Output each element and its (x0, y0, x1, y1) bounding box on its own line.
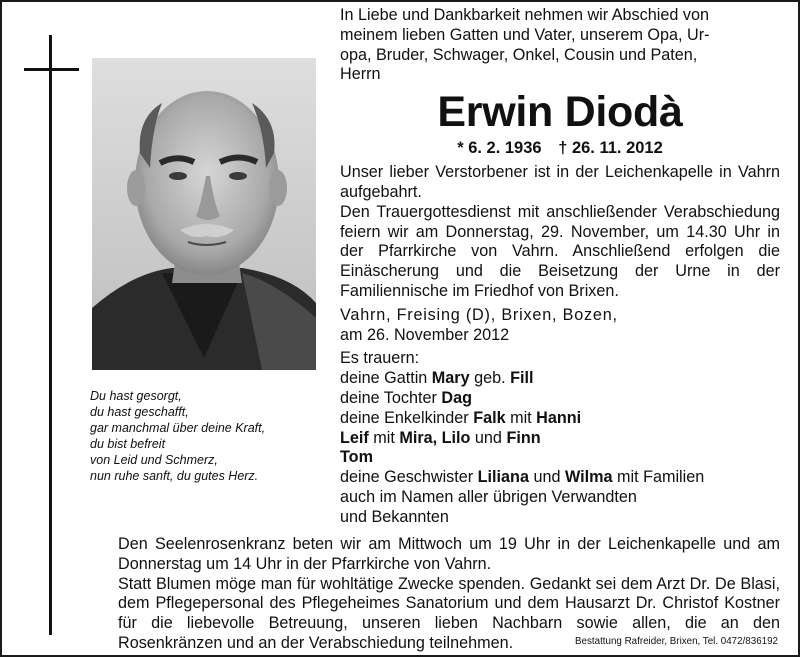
cross-icon-bar (24, 68, 79, 71)
mourner-text: und (528, 468, 565, 487)
mourner-name: Mira, Lilo (399, 428, 471, 447)
mourner-text: deine Enkelkinder (340, 408, 474, 427)
mourner-name: Liliana (477, 468, 529, 487)
mourner-daughter (340, 389, 780, 409)
portrait-photo (92, 58, 316, 370)
mourner-grandchild-family (340, 429, 780, 449)
mourner-name: Leif (340, 428, 369, 447)
mourner-text: und (470, 428, 507, 447)
mourner-text: mit (505, 408, 537, 427)
mourner-others: auch im Namen aller übrigen Verwandten (340, 487, 637, 506)
mourner-siblings (340, 468, 780, 488)
intro-text (340, 6, 780, 85)
mourner-text: deine Geschwister (340, 468, 478, 487)
mourner-wife (340, 369, 780, 389)
poem-line: nun ruhe sanft, du gutes Herz. (90, 469, 259, 483)
life-dates (340, 137, 780, 159)
mourner-name: Finn (506, 428, 541, 447)
poem-line: du bist befreit (90, 437, 166, 451)
viewing-text: Unser lieber Verstorbener ist in der Leichenkapelle in Vahrn aufgebahrt. (340, 163, 780, 201)
mourner-text: mit Familien (612, 468, 705, 487)
undertaker-credit: Bestattung Rafreider, Brixen, Tel. 0472/836192 (575, 636, 778, 647)
mourner-name: Dag (441, 388, 472, 407)
intro-line: Herrn (340, 65, 381, 84)
poem-line: gar manchmal über deine Kraft, (90, 421, 266, 435)
poem-line: du hast geschafft, (90, 405, 189, 419)
date-line: am 26. November 2012 (340, 325, 510, 344)
mourner-grandchildren (340, 409, 780, 429)
main-text-column (340, 6, 780, 528)
mourner-name: Tom (340, 448, 373, 467)
mourner-others: und Bekannten (340, 507, 449, 526)
mourner-name: Hanni (536, 408, 582, 427)
funeral-text: Den Trauergottesdienst mit anschließender Verabschiedung feiern wir am Donnerstag, 29. November, um 14.30 Uhr in der Pfarrkirche von Vahrn. Anschließend erfolgen die Einäscherung und die Beisetzung der Urne in der Familiennische im Friedhof von Brixen. (340, 202, 780, 300)
death-date: † 26. 11. 2012 (558, 139, 663, 158)
poem-line: von Leid und Schmerz, (90, 453, 218, 467)
mourner-text: mit (368, 428, 400, 447)
mourners-heading: Es trauern: (340, 349, 420, 368)
poem (90, 388, 330, 484)
cross-icon (49, 35, 52, 635)
intro-line: meinem lieben Gatten und Vater, unserem Opa, Ur- (340, 25, 710, 44)
rosary-text: Den Seelenrosenkranz beten wir am Mittwoch um 19 Uhr in der Leichenkapelle und am Donnerstag um 14 Uhr in der Pfarrkirche von Vahrn. (118, 535, 780, 573)
poem-line: Du hast gesorgt, (90, 389, 182, 403)
mourner-name: Wilma (564, 468, 613, 487)
mourner-text: geb. (469, 369, 511, 388)
mourners-list (340, 349, 780, 527)
mourner-name: Falk (473, 408, 506, 427)
intro-line: opa, Bruder, Schwager, Onkel, Cousin und Paten, (340, 45, 698, 64)
mourner-text: deine Gattin (340, 369, 432, 388)
mourner-name: Mary (431, 369, 470, 388)
birth-date: * 6. 2. 1936 (457, 139, 542, 158)
deceased-name: Erwin Diodà (437, 88, 683, 137)
intro-line: In Liebe und Dankbarkeit nehmen wir Abschied von (340, 6, 709, 24)
mourner-name: Fill (510, 369, 534, 388)
place-line: Vahrn, Freising (D), Brixen, Bozen, (340, 305, 618, 324)
mourner-grandchild (340, 448, 780, 468)
thanks-text: Statt Blumen möge man für wohltätige Zwecke spenden. Gedankt sei dem Arzt Dr. De Blasi, dem Pflegepersonal des Pflegeheimes Sanatorium und dem Hausarzt Dr. Christof Kostner für die liebevolle Betreuung, unseren lieben Nachbarn sowie allen, die an den Rosenkränzen und an der Verabschiedung teilnehmen. (118, 574, 780, 652)
mourner-text: deine Tochter (340, 388, 442, 407)
